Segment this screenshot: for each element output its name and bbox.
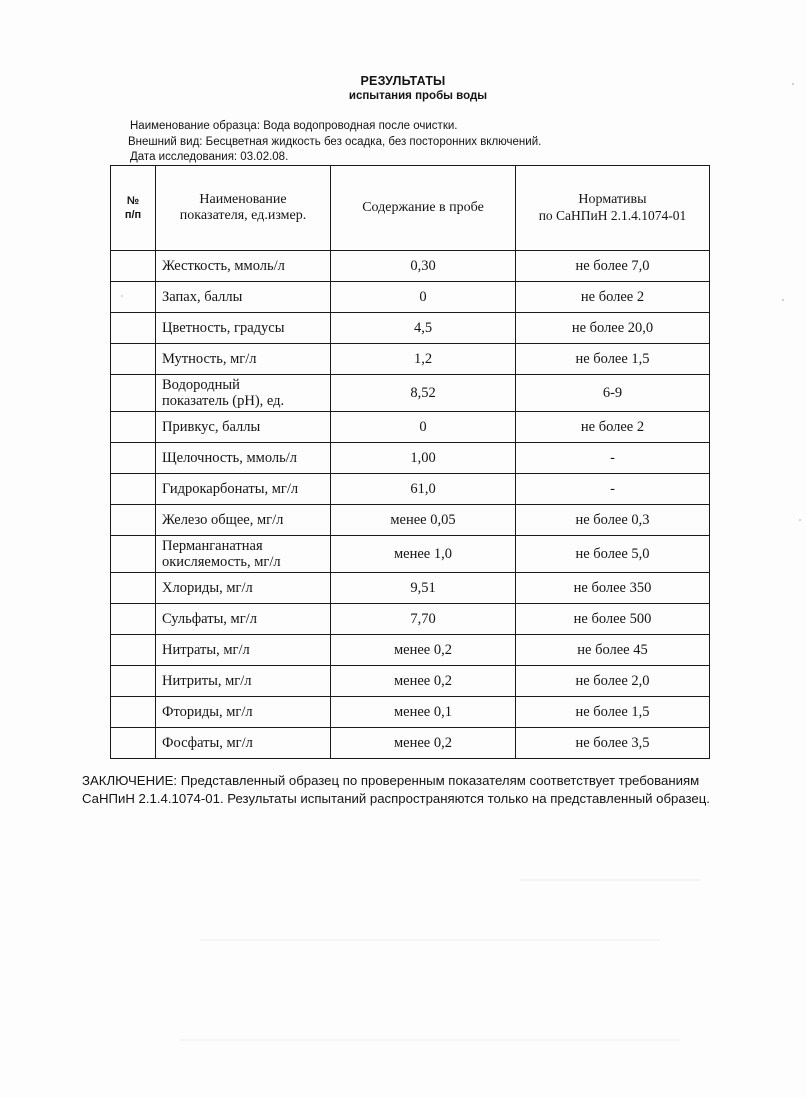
table-row (111, 604, 710, 635)
row-number (111, 375, 156, 412)
header-indicator-name (156, 166, 331, 251)
sample-value: менее 0,2 (331, 666, 516, 697)
table-row (111, 375, 710, 412)
indicator-name: Фториды, мг/л (156, 697, 331, 728)
standard-value: - (516, 443, 710, 474)
header-standards-line2: по СаНПиН 2.1.4.1074-01 (538, 207, 687, 223)
row-number (111, 474, 156, 505)
indicator-name: Гидрокарбонаты, мг/л (156, 474, 331, 505)
table-row (111, 728, 710, 759)
header-indicator-line1: Наименование (199, 192, 287, 207)
standard-value: - (516, 474, 710, 505)
table-row (111, 666, 710, 697)
standard-value: не более 45 (516, 635, 710, 666)
indicator-name: Запах, баллы (156, 282, 331, 313)
table-row (111, 505, 710, 536)
sample-value: 4,5 (331, 313, 516, 344)
sample-value: 1,00 (331, 443, 516, 474)
header-sample-content: Содержание в пробе (331, 166, 516, 251)
indicator-name: Фосфаты, мг/л (156, 728, 331, 759)
indicator-name: Сульфаты, мг/л (156, 604, 331, 635)
table-row (111, 344, 710, 375)
sample-appearance: Внешний вид: Бесцветная жидкость без осадка, без посторонних включений. (128, 136, 542, 148)
table-row (111, 573, 710, 604)
sample-value: менее 0,1 (331, 697, 516, 728)
sample-value: менее 1,0 (331, 536, 516, 573)
indicator-name: Жесткость, ммоль/л (156, 251, 331, 282)
row-number (111, 412, 156, 443)
indicator-name-line2: показатель (рН), ед. (162, 393, 285, 409)
sample-value: 7,70 (331, 604, 516, 635)
standard-value: не более 5,0 (516, 536, 710, 573)
standard-value: не более 20,0 (516, 313, 710, 344)
sample-value: 61,0 (331, 474, 516, 505)
sample-value: 1,2 (331, 344, 516, 375)
indicator-name-line2: окисляемость, мг/л (162, 554, 281, 570)
row-number (111, 697, 156, 728)
table-row (111, 635, 710, 666)
document-subtitle: испытания пробы воды (348, 90, 488, 102)
standard-value: не более 3,5 (516, 728, 710, 759)
sample-value: 0,30 (331, 251, 516, 282)
standard-value: не более 1,5 (516, 344, 710, 375)
conclusion-text: ЗАКЛЮЧЕНИЕ: Представленный образец по проверенным показателям соответствует требованиям СаНПиН 2.1.4.1074-01. Результаты испытаний распространяются только на представленный образец. (82, 773, 710, 806)
standard-value: не более 2,0 (516, 666, 710, 697)
study-date: Дата исследования: 03.02.08. (130, 151, 289, 163)
row-number (111, 666, 156, 697)
table-row (111, 443, 710, 474)
table-row (111, 251, 710, 282)
indicator-name: Нитриты, мг/л (156, 666, 331, 697)
table-row (111, 536, 710, 573)
indicator-name: Привкус, баллы (156, 412, 331, 443)
header-number-symbol: № (126, 195, 140, 207)
row-number (111, 344, 156, 375)
row-number (111, 536, 156, 573)
sample-value: 8,52 (331, 375, 516, 412)
row-number (111, 443, 156, 474)
standard-value: не более 1,5 (516, 697, 710, 728)
row-number (111, 282, 156, 313)
header-standards (516, 166, 710, 251)
standard-value: 6-9 (516, 375, 710, 412)
indicator-name: Нитраты, мг/л (156, 635, 331, 666)
header-indicator-line2: показателя, ед.измер. (179, 208, 307, 223)
sample-value: 0 (331, 282, 516, 313)
table-row (111, 697, 710, 728)
indicator-name-line1: Водородный (162, 377, 240, 393)
table-row (111, 412, 710, 443)
row-number (111, 573, 156, 604)
row-number (111, 251, 156, 282)
indicator-name: Мутность, мг/л (156, 344, 331, 375)
table-row (111, 313, 710, 344)
row-number (111, 635, 156, 666)
indicator-name-line1: Перманганатная (162, 538, 263, 554)
standard-value: не более 7,0 (516, 251, 710, 282)
sample-name: Наименование образца: Вода водопроводная после очистки. (130, 120, 458, 132)
row-number (111, 604, 156, 635)
sample-value: 9,51 (331, 573, 516, 604)
sample-value: менее 0,05 (331, 505, 516, 536)
document-title: РЕЗУЛЬТАТЫ (360, 74, 446, 88)
header-number (111, 166, 156, 251)
scan-speck (782, 299, 784, 301)
row-number (111, 505, 156, 536)
standard-value: не более 350 (516, 573, 710, 604)
header-standards-line1: Нормативы (578, 191, 647, 207)
sample-value: менее 0,2 (331, 635, 516, 666)
indicator-name: Хлориды, мг/л (156, 573, 331, 604)
standard-value: не более 0,3 (516, 505, 710, 536)
indicator-name: Цветность, градусы (156, 313, 331, 344)
standard-value: не более 500 (516, 604, 710, 635)
indicator-name (156, 536, 331, 573)
indicator-name: Щелочность, ммоль/л (156, 443, 331, 474)
row-number (111, 313, 156, 344)
scan-speck (799, 519, 801, 521)
table-header-row (111, 166, 710, 251)
standard-value: не более 2 (516, 412, 710, 443)
sample-value: 0 (331, 412, 516, 443)
row-number (111, 728, 156, 759)
table-row (111, 474, 710, 505)
indicator-name (156, 375, 331, 412)
table-row (111, 282, 710, 313)
header-number-abbr: п/п (124, 209, 142, 221)
results-table (110, 165, 710, 759)
standard-value: не более 2 (516, 282, 710, 313)
sample-value: менее 0,2 (331, 728, 516, 759)
indicator-name: Железо общее, мг/л (156, 505, 331, 536)
